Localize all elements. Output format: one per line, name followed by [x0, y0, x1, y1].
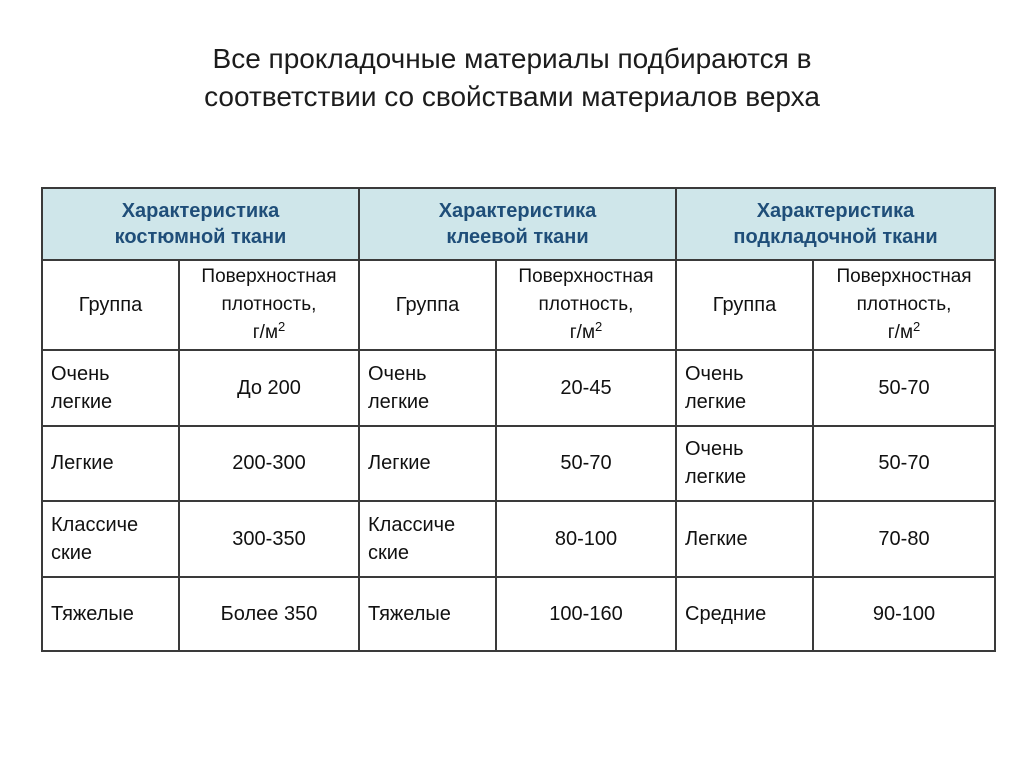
adhesive-group-cell: Классиче ские	[359, 501, 496, 577]
suit-group-cell: Тяжелые	[42, 577, 179, 651]
group-header-adhesive: Характеристика клеевой ткани	[359, 188, 676, 260]
suit-group-cell: Очень легкие	[42, 350, 179, 426]
column-header-density: Поверхностная плотность, $г/м^2$	[813, 260, 995, 350]
table-row	[42, 501, 995, 577]
lining-group-cell: Легкие	[676, 501, 813, 577]
slide-title	[60, 40, 964, 116]
adhesive-density-cell: 20-45	[496, 350, 676, 426]
column-header-group: Группа	[42, 260, 179, 350]
lining-group-cell: Очень легкие	[676, 350, 813, 426]
column-header-group: Группа	[359, 260, 496, 350]
column-header-density: Поверхностная плотность, $г/м^2$	[496, 260, 676, 350]
table-row	[42, 426, 995, 502]
suit-density-cell: 300-350	[179, 501, 359, 577]
suit-group-cell: Классиче ские	[42, 501, 179, 577]
lining-group-cell: Очень легкие	[676, 426, 813, 502]
adhesive-density-cell: 80-100	[496, 501, 676, 577]
materials-table	[41, 187, 996, 652]
adhesive-group-cell: Легкие	[359, 426, 496, 502]
table-row	[42, 350, 995, 426]
column-header-density: Поверхностная плотность, $г/м^2$	[179, 260, 359, 350]
lining-group-cell: Средние	[676, 577, 813, 651]
suit-group-cell: Легкие	[42, 426, 179, 502]
group-header-lining: Характеристика подкладочной ткани	[676, 188, 995, 260]
column-header-group: Группа	[676, 260, 813, 350]
adhesive-group-cell: Очень легкие	[359, 350, 496, 426]
slide-title-line-1: Все прокладочные материалы подбираются в	[212, 43, 812, 74]
lining-density-cell: 50-70	[813, 350, 995, 426]
adhesive-density-cell: 50-70	[496, 426, 676, 502]
slide-title-line-2: соответствии со свойствами материалов верха	[204, 81, 820, 112]
lining-density-cell: 70-80	[813, 501, 995, 577]
suit-density-cell: 200-300	[179, 426, 359, 502]
table-sub-header-row	[42, 260, 995, 350]
table-group-header-row	[42, 188, 995, 260]
adhesive-group-cell: Тяжелые	[359, 577, 496, 651]
suit-density-cell: До 200	[179, 350, 359, 426]
adhesive-density-cell: 100-160	[496, 577, 676, 651]
group-header-suit: Характеристика костюмной ткани	[42, 188, 359, 260]
lining-density-cell: 50-70	[813, 426, 995, 502]
suit-density-cell: Более 350	[179, 577, 359, 651]
table-row	[42, 577, 995, 651]
lining-density-cell: 90-100	[813, 577, 995, 651]
